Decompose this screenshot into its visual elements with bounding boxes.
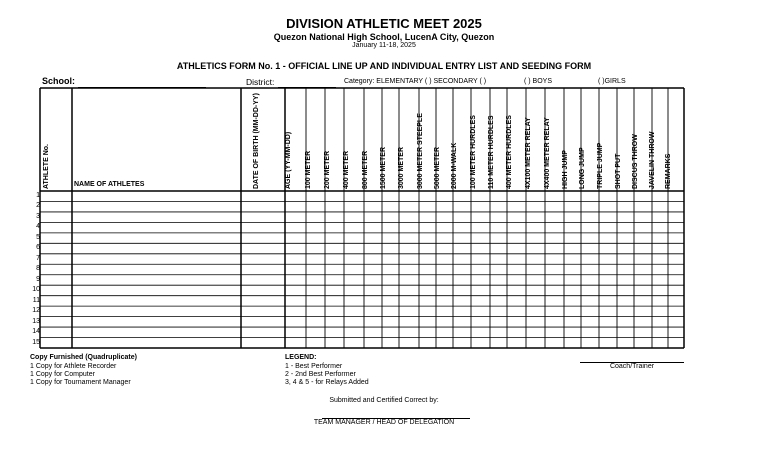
copy-line: 1 Copy for Athlete Recorder xyxy=(30,363,117,370)
copy-line: 1 Copy for Computer xyxy=(30,371,95,378)
page-title: DIVISION ATHLETIC MEET 2025 xyxy=(286,16,482,31)
col-event-label: 400 METER HURDLES xyxy=(505,115,513,189)
row-number: 11 xyxy=(32,296,40,304)
col-event-label: 4X400 METER RELAY xyxy=(543,117,551,189)
legend-title: LEGEND: xyxy=(285,354,317,361)
row-number: 10 xyxy=(32,286,40,294)
form-title: ATHLETICS FORM No. 1 - OFFICIAL LINE UP AND INDIVIDUAL ENTRY LIST AND SEEDING FORM xyxy=(176,61,592,71)
col-event-label: JAVELIN THROW xyxy=(649,131,656,189)
row-number: 14 xyxy=(32,328,40,336)
col-event-label: AGE (YY-MM-DD) xyxy=(284,131,292,189)
row-number: 2 xyxy=(36,202,40,210)
copy-line: 1 Copy for Tournament Manager xyxy=(30,379,131,386)
col-event-label: LONG JUMP xyxy=(579,147,586,189)
row-number: 4 xyxy=(36,223,40,231)
col-event-label: 800 METER xyxy=(362,150,369,189)
row-number: 6 xyxy=(36,244,40,252)
row-number: 15 xyxy=(32,338,40,346)
col-event-label: 1500 METER xyxy=(379,146,387,189)
col-event-label: 4X100 METER RELAY xyxy=(524,117,532,189)
row-number: 3 xyxy=(36,212,40,220)
row-number: 9 xyxy=(36,275,40,283)
col-event-label: 100 METER xyxy=(304,150,312,189)
col-event-label: 3000 METER xyxy=(398,146,405,189)
row-number: 13 xyxy=(32,317,40,325)
row-number: 8 xyxy=(36,265,40,273)
legend-line: 2 - 2nd Best Performer xyxy=(285,371,356,378)
legend-line: 1 - Best Performer xyxy=(285,363,343,370)
col-event-label: 200 METER xyxy=(323,150,331,189)
copy-title: Copy Furnished (Quadruplicate) xyxy=(30,354,137,361)
event-dates: January 11-18, 2025 xyxy=(352,42,416,49)
boys-option[interactable]: ( ) BOYS xyxy=(524,78,553,85)
col-event-label: 5000 METER xyxy=(433,146,441,189)
legend-line: 3, 4 & 5 - for Relays Added xyxy=(285,379,369,386)
host-school: Quezon National High School, LucenA City, Quezon xyxy=(273,32,495,42)
col-name-of-athletes: NAME OF ATHLETES xyxy=(74,181,145,188)
submitted-label: Submitted and Certified Correct by: xyxy=(329,397,439,404)
school-label: School: xyxy=(42,76,75,86)
coach-label: Coach/Trainer xyxy=(609,363,655,370)
col-event-label: 2000 M-WALK xyxy=(451,142,458,189)
district-label: District: xyxy=(246,77,275,87)
category-options[interactable]: Category: ELEMENTARY ( ) SECONDARY ( ) xyxy=(344,78,487,85)
row-number: 12 xyxy=(32,307,40,315)
col-date-of-birth-label: DATE OF BIRTH (MM-DD-YY) xyxy=(253,93,260,189)
col-athlete-no-label: ATHLETE No. xyxy=(43,144,50,189)
col-event-label: TRIPLE JUMP xyxy=(597,142,604,189)
girls-option[interactable]: ( )GIRLS xyxy=(598,78,626,85)
col-event-label: 400 METER xyxy=(343,150,350,189)
col-event-label: DISCUS THROW xyxy=(632,134,639,189)
col-event-label: 110 METER HURDLES xyxy=(487,115,495,189)
row-number: 5 xyxy=(36,233,40,241)
col-event-label: HIGH JUMP xyxy=(561,150,569,189)
manager-label: TEAM MANAGER / HEAD OF DELEGATION xyxy=(313,419,455,426)
col-event-label: 100 METER HURDLES xyxy=(469,115,477,189)
col-event-label: REMARKS xyxy=(665,153,672,189)
row-number: 7 xyxy=(36,254,40,262)
col-event-label: SHOT PUT xyxy=(614,153,622,189)
row-number: 1 xyxy=(36,192,40,199)
col-event-label: 3000 METER STEEPLE xyxy=(416,113,424,189)
